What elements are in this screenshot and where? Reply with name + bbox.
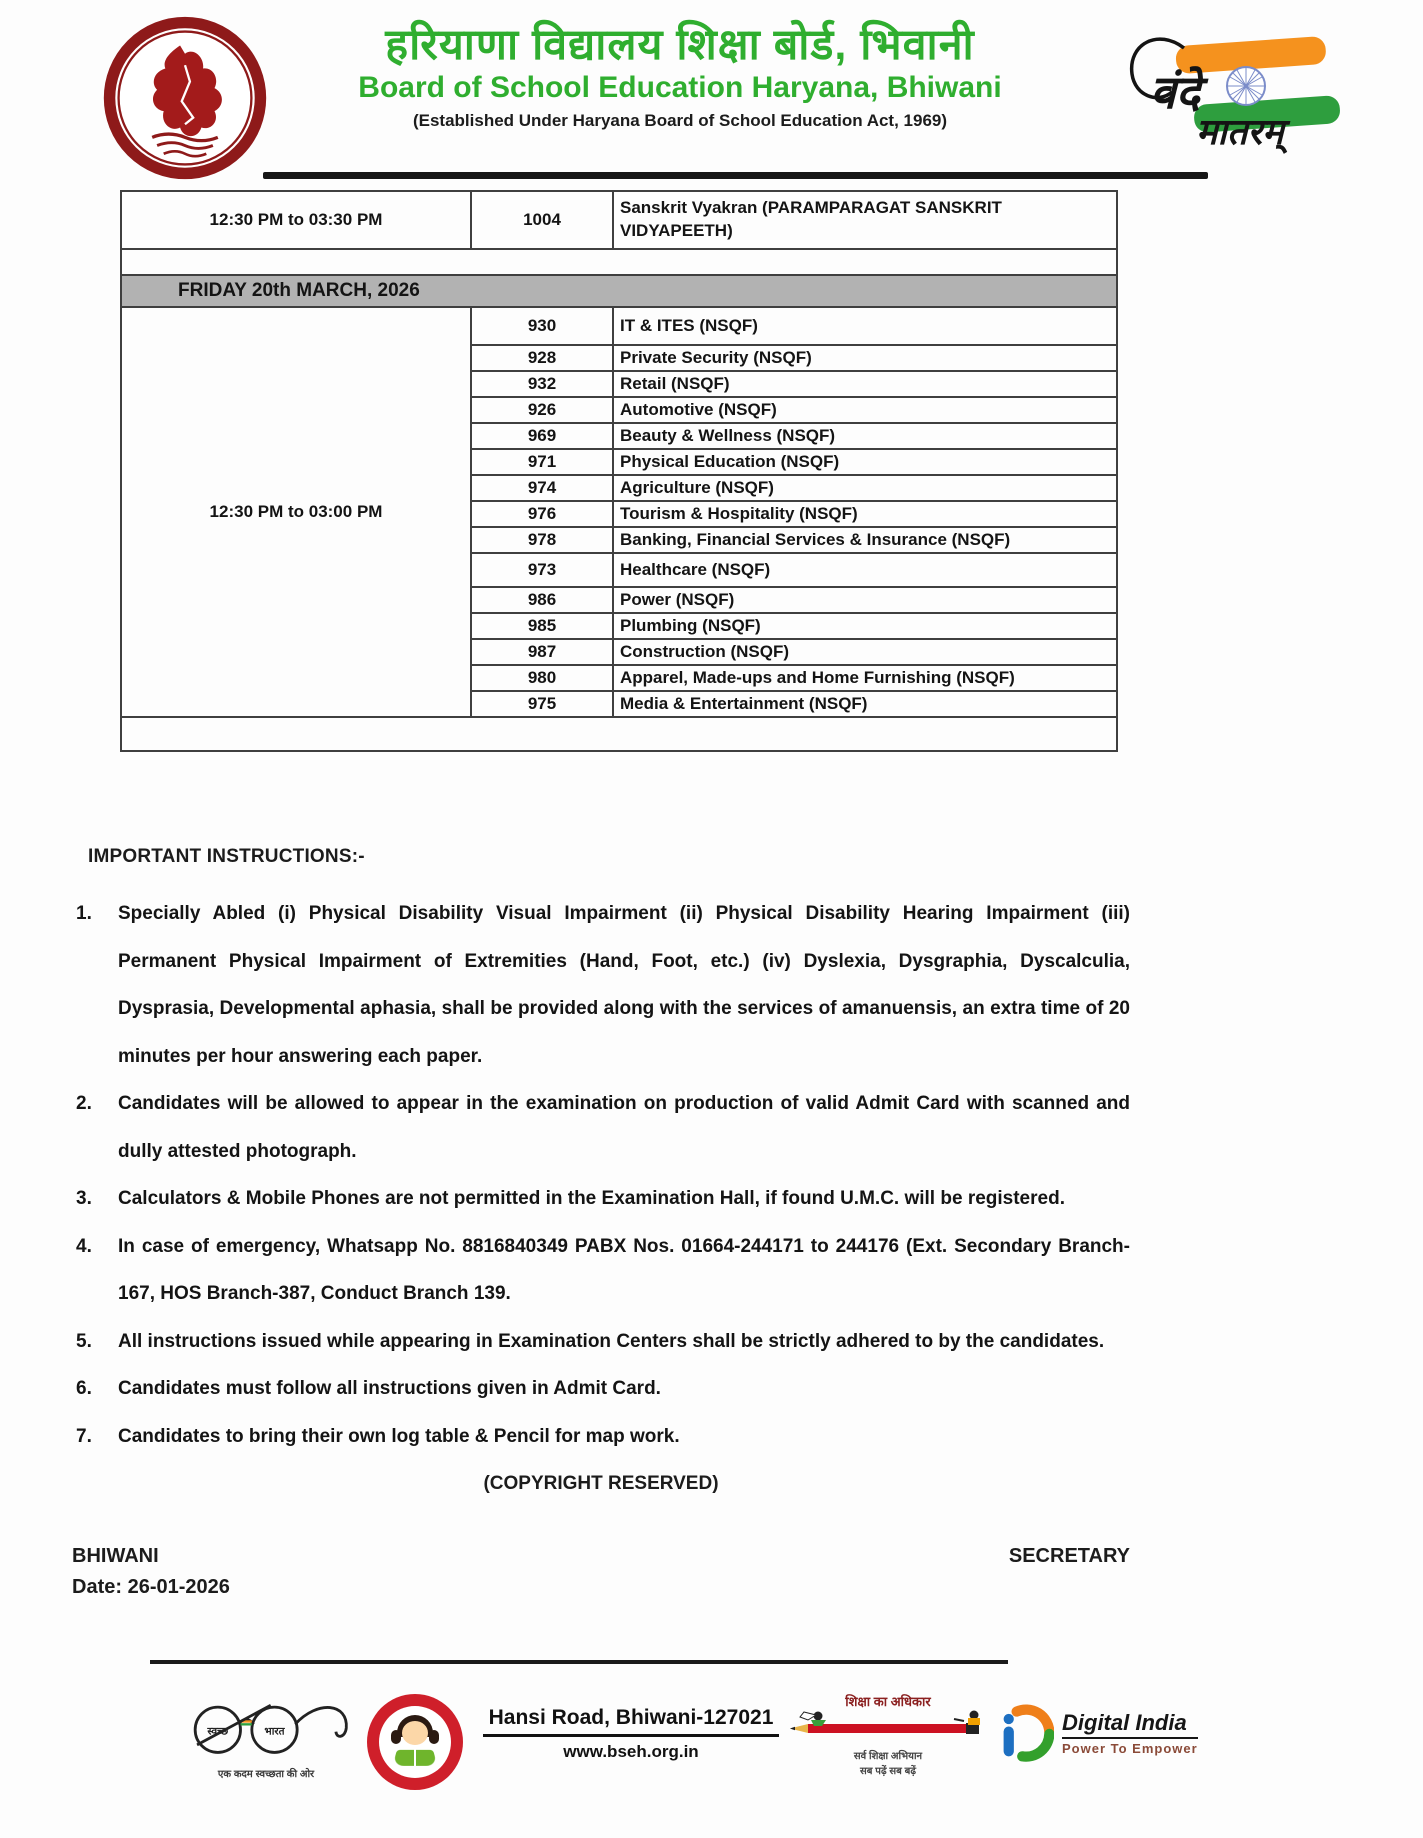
subject-code: 926	[471, 397, 613, 423]
item-number: 7.	[76, 1425, 92, 1447]
item-number: 5.	[76, 1330, 92, 1352]
subject-code: 976	[471, 501, 613, 527]
letterhead	[0, 12, 1423, 182]
board-title-hindi: हरियाणा विद्यालय शिक्षा बोर्ड, भिवानी	[385, 21, 975, 69]
digital-india-logo	[998, 1700, 1198, 1766]
address-block	[483, 1706, 779, 1762]
letterhead-titles	[280, 22, 1080, 131]
rte-title: शिक्षा का अधिकार	[845, 1694, 931, 1709]
subject-code: 980	[471, 665, 613, 691]
board-emblem-logo	[103, 16, 267, 180]
empty-row	[121, 717, 1117, 751]
footer-divider-line	[150, 1660, 1008, 1664]
subject-name: Beauty & Wellness (NSQF)	[613, 423, 1117, 449]
instruction-item	[72, 1365, 1130, 1413]
vande-mataram-flag-logo	[1088, 26, 1348, 156]
subject-name: Private Security (NSQF)	[613, 345, 1117, 371]
swachh-bharat-logo	[176, 1692, 356, 1780]
rte-line-bottom: सब पढ़ें सब बढ़ें	[860, 1766, 916, 1777]
instruction-item	[72, 890, 1130, 1080]
subject-code: 971	[471, 449, 613, 475]
subject-code: 1004	[471, 191, 613, 249]
signoff-block	[72, 1545, 1130, 1599]
item-number: 3.	[76, 1188, 92, 1209]
beti-bachao-logo	[367, 1694, 463, 1790]
exam-time-cell: 12:30 PM to 03:30 PM	[121, 191, 471, 249]
instruction-item	[72, 1318, 1130, 1366]
subject-name: Plumbing (NSQF)	[613, 613, 1117, 639]
instructions-heading: IMPORTANT INSTRUCTIONS:-	[88, 846, 365, 867]
instruction-item	[72, 1223, 1130, 1318]
item-text: Candidates must follow all instructions given in Admit Card.	[118, 1378, 661, 1399]
item-text: Candidates will be allowed to appear in the examination on production of valid Admit Card with scanned and dully attested photograph.	[118, 1093, 1130, 1162]
exam-date-heading: FRIDAY 20th MARCH, 2026	[121, 275, 1117, 307]
board-subtitle: (Established Under Haryana Board of School Education Act, 1969)	[412, 111, 948, 131]
digital-india-tagline: Power To Empower	[1062, 1741, 1198, 1756]
spacer-row	[121, 249, 1117, 275]
subject-code: 985	[471, 613, 613, 639]
instruction-item	[72, 1413, 1130, 1461]
subject-code: 930	[471, 307, 613, 345]
subject-code: 975	[471, 691, 613, 717]
subject-name: IT & ITES (NSQF)	[613, 307, 1117, 345]
table-row	[121, 307, 1117, 345]
subject-name: Automotive (NSQF)	[613, 397, 1117, 423]
subject-name: Media & Entertainment (NSQF)	[613, 691, 1117, 717]
vande-word-1: वंदे	[1150, 66, 1201, 118]
digital-india-swirl-icon	[998, 1700, 1054, 1766]
item-text: In case of emergency, Whatsapp No. 8816840349 PABX Nos. 01664-244171 to 244176 (Ext. Secondary Branch-167, HOS Branch-387, Conduct Branch 139.	[118, 1235, 1130, 1304]
address-underline	[483, 1734, 779, 1737]
secretary-label: SECRETARY	[1008, 1545, 1130, 1567]
board-title-english: Board of School Education Haryana, Bhiwani	[358, 71, 1002, 105]
session-time-cell: 12:30 PM to 03:00 PM	[121, 307, 471, 717]
subject-name: Healthcare (NSQF)	[613, 553, 1117, 587]
board-address: Hansi Road, Bhiwani-127021	[488, 1706, 774, 1729]
date-band-row	[121, 275, 1117, 307]
instruction-item	[72, 1080, 1130, 1175]
subject-name: Physical Education (NSQF)	[613, 449, 1117, 475]
rte-pencil-logo	[778, 1692, 998, 1779]
rte-pencil-icon	[778, 1710, 998, 1744]
subject-code: 969	[471, 423, 613, 449]
subject-code: 978	[471, 527, 613, 553]
board-website: www.bseh.org.in	[563, 1742, 699, 1761]
subject-code: 974	[471, 475, 613, 501]
subject-name: Construction (NSQF)	[613, 639, 1117, 665]
subject-code: 987	[471, 639, 613, 665]
place-label: BHIWANI	[72, 1545, 159, 1567]
instruction-item	[72, 1175, 1130, 1223]
beti-girl-icon	[379, 1706, 451, 1778]
item-number: 1.	[76, 903, 92, 924]
item-number: 2.	[76, 1093, 92, 1114]
subject-code: 928	[471, 345, 613, 371]
item-text: All instructions issued while appearing in Examination Centers shall be strictly adhered to by the candidates.	[118, 1330, 1105, 1352]
subject-name: Apparel, Made-ups and Home Furnishing (NSQF)	[613, 665, 1117, 691]
svg-text:स्वच्छ: स्वच्छ	[207, 1726, 229, 1738]
item-text: Calculators & Mobile Phones are not permitted in the Examination Hall, if found U.M.C. will be registered.	[118, 1188, 1065, 1209]
datesheet-table	[120, 190, 1118, 752]
subject-code: 932	[471, 371, 613, 397]
header-divider-line	[263, 172, 1208, 179]
copyright-notice: (COPYRIGHT RESERVED)	[483, 1473, 719, 1494]
item-number: 6.	[76, 1378, 92, 1399]
rte-subtitle	[778, 1749, 998, 1779]
vande-word-2: मातरम्	[1196, 111, 1284, 152]
rte-line-mid: सर्व शिक्षा अभियान	[853, 1751, 923, 1762]
subject-code: 973	[471, 553, 613, 587]
subject-name: Sanskrit Vyakran (PARAMPARAGAT SANSKRIT VIDYAPEETH)	[613, 191, 1117, 249]
svg-text:भारत: भारत	[264, 1726, 285, 1738]
subject-name: Agriculture (NSQF)	[613, 475, 1117, 501]
item-number: 4.	[76, 1235, 92, 1257]
subject-name: Retail (NSQF)	[613, 371, 1117, 397]
item-text: Specially Abled (i) Physical Disability Visual Impairment (ii) Physical Disability Hearing Impairment (iii) Permanent Physical Impairment of Extremities (Hand, Foot, etc.) (iv) Dyslexia, Dysgraphia, Dyscalculia, Dysprasia, Developmental aphasia, shall be provided along with the services of amanuensis, an extra time of 20 minutes per hour answering each paper.	[118, 903, 1130, 1067]
swachh-glasses-icon	[176, 1692, 356, 1760]
item-text: Candidates to bring their own log table & Pencil for map work.	[118, 1425, 680, 1447]
digital-india-name: Digital India	[1062, 1710, 1198, 1739]
subject-code: 986	[471, 587, 613, 613]
subject-name: Power (NSQF)	[613, 587, 1117, 613]
subject-name: Banking, Financial Services & Insurance (NSQF)	[613, 527, 1117, 553]
instructions-list	[72, 890, 1130, 1460]
swachh-caption: एक कदम स्वच्छता की ओर	[217, 1769, 315, 1780]
table-row	[121, 191, 1117, 249]
subject-name: Tourism & Hospitality (NSQF)	[613, 501, 1117, 527]
issue-date: Date: 26-01-2026	[72, 1576, 230, 1598]
